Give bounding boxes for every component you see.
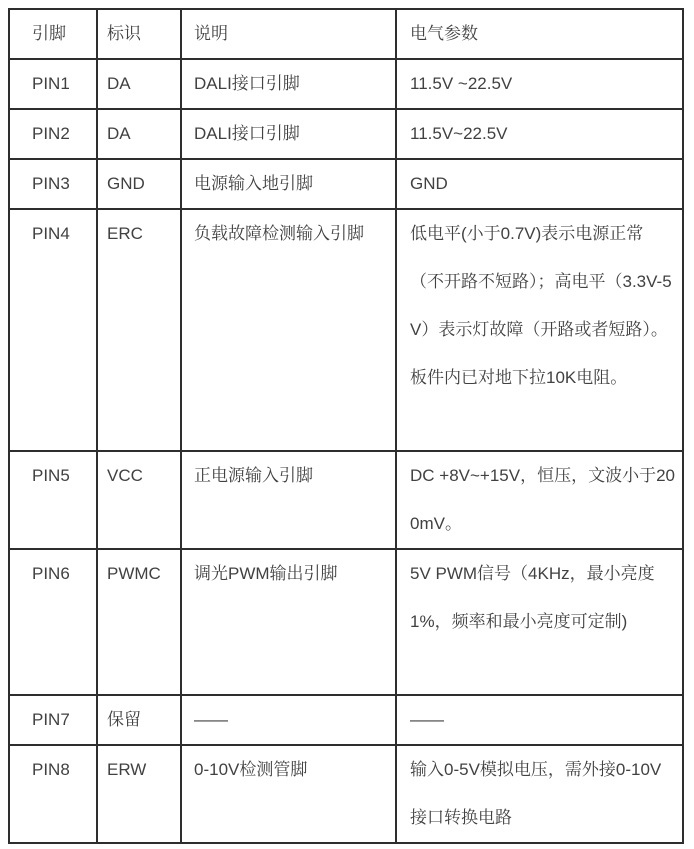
- column-header-label: 标识: [97, 9, 181, 59]
- table-row: [9, 159, 683, 209]
- cell-pin: PIN8: [9, 745, 97, 843]
- cell-params: ——: [396, 695, 683, 745]
- cell-params: 输入0-5V模拟电压，需外接0-10V接口转换电路: [396, 745, 683, 843]
- pin-definition-table: [8, 8, 684, 844]
- cell-label: GND: [97, 159, 181, 209]
- cell-pin: PIN1: [9, 59, 97, 109]
- cell-description: DALI接口引脚: [181, 109, 396, 159]
- cell-label: 保留: [97, 695, 181, 745]
- cell-params: 11.5V ~22.5V: [396, 59, 683, 109]
- cell-description: 电源输入地引脚: [181, 159, 396, 209]
- column-header-params: 电气参数: [396, 9, 683, 59]
- cell-pin: PIN6: [9, 549, 97, 695]
- cell-description: 0-10V检测管脚: [181, 745, 396, 843]
- table-row: [9, 745, 683, 843]
- cell-pin: PIN7: [9, 695, 97, 745]
- cell-description: 负载故障检测输入引脚: [181, 209, 396, 451]
- column-header-pin: 引脚: [9, 9, 97, 59]
- table-row: [9, 59, 683, 109]
- cell-params: 11.5V~22.5V: [396, 109, 683, 159]
- cell-description: ——: [181, 695, 396, 745]
- cell-label: DA: [97, 59, 181, 109]
- cell-label: VCC: [97, 451, 181, 549]
- cell-label: PWMC: [97, 549, 181, 695]
- cell-description: 正电源输入引脚: [181, 451, 396, 549]
- cell-pin: PIN5: [9, 451, 97, 549]
- table-row: [9, 209, 683, 451]
- table-row: [9, 109, 683, 159]
- column-header-description: 说明: [181, 9, 396, 59]
- cell-params: DC +8V~+15V，恒压，文波小于200mV。: [396, 451, 683, 549]
- cell-label: ERW: [97, 745, 181, 843]
- cell-params: GND: [396, 159, 683, 209]
- cell-label: DA: [97, 109, 181, 159]
- table-row: [9, 549, 683, 695]
- cell-label: ERC: [97, 209, 181, 451]
- cell-pin: PIN3: [9, 159, 97, 209]
- cell-pin: PIN2: [9, 109, 97, 159]
- table-row: [9, 451, 683, 549]
- cell-params: 低电平(小于0.7V)表示电源正常（不开路不短路）；高电平（3.3V-5V）表示灯故障（开路或者短路）。板件内已对地下拉10K电阻。: [396, 209, 683, 451]
- cell-pin: PIN4: [9, 209, 97, 451]
- cell-description: DALI接口引脚: [181, 59, 396, 109]
- table-row: [9, 695, 683, 745]
- cell-params: 5V PWM信号（4KHz，最小亮度1%，频率和最小亮度可定制): [396, 549, 683, 695]
- table-header-row: [9, 9, 683, 59]
- cell-description: 调光PWM输出引脚: [181, 549, 396, 695]
